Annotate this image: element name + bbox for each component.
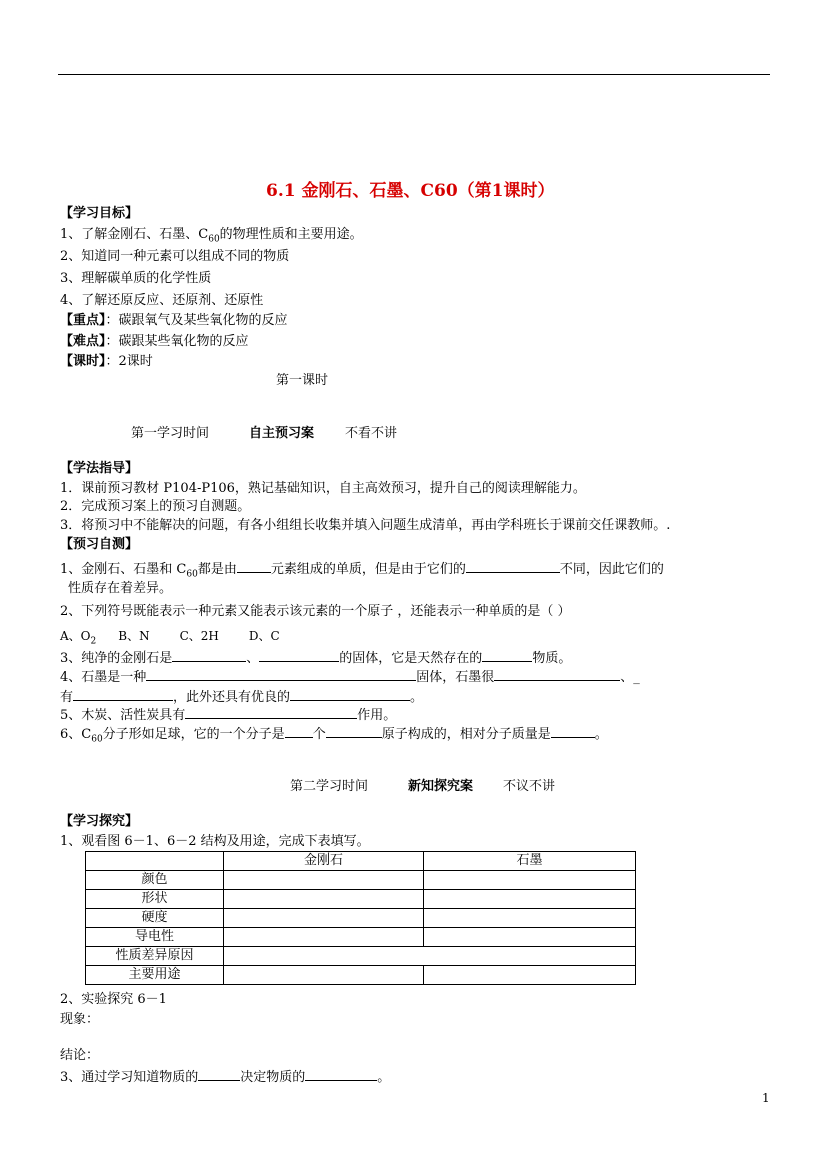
blank[interactable] <box>198 1068 240 1081</box>
blank[interactable] <box>326 725 382 738</box>
explore-question-1: 1、观看图 6－1、6－2 结构及用途，完成下表填写。 <box>60 834 370 849</box>
first-period-note: 不看不讲 <box>345 426 398 441</box>
method-item-2: 2．完成预习案上的预习自测题。 <box>60 499 251 514</box>
properties-table <box>85 851 636 985</box>
blank[interactable] <box>285 725 313 738</box>
blank[interactable] <box>466 560 560 573</box>
table-cell[interactable] <box>224 890 424 909</box>
first-period-label: 第一学习时间 <box>131 426 210 441</box>
objective-1: 1、了解金刚石、石墨、$C_{60}$的物理性质和主要用途。 <box>60 227 363 245</box>
first-period-case: 自主预习案 <box>249 426 315 441</box>
header-rule <box>58 74 770 75</box>
question-4-cont: 有 ，此外还具有优良的 。 <box>60 690 424 705</box>
lesson-one-title: 第一课时 <box>276 373 329 388</box>
table-header-cell <box>86 852 224 871</box>
table-header-cell: 金刚石 <box>224 852 424 871</box>
row-label: 形状 <box>86 890 224 909</box>
explore-question-3: 3、通过学习知道物质的 决定物质的 。 <box>60 1070 391 1085</box>
table-cell[interactable] <box>424 928 636 947</box>
row-label: 性质差异原因 <box>86 947 224 966</box>
table-row <box>86 890 636 909</box>
explore-question-2: 2、实验探究 6－1 <box>60 992 167 1007</box>
self-test-heading: 【预习自测】 <box>60 537 139 552</box>
question-6: 6、$C_{60}$分子形如足球，它的一个分子是 个 原子构成的，相对分子质量是 。 <box>60 727 608 745</box>
table-row <box>86 871 636 890</box>
page-title: 6.1 金刚石、石墨、C60（第1课时） <box>266 181 555 201</box>
blank[interactable] <box>185 706 357 719</box>
question-2: 2、下列符号既能表示一种元素又能表示该元素的一个原子 ，还能表示一种单质的是（ ） <box>60 604 571 619</box>
table-header-row <box>86 852 636 871</box>
objective-2: 2、知道同一种元素可以组成不同的物质 <box>60 249 290 264</box>
table-cell[interactable] <box>224 947 636 966</box>
table-cell[interactable] <box>224 928 424 947</box>
table-cell[interactable] <box>224 909 424 928</box>
question-5: 5、木炭、活性炭具有 作用。 <box>60 708 397 723</box>
blank[interactable] <box>172 649 246 662</box>
question-3: 3、纯净的金刚石是 、 的固体，它是天然存在的 物质。 <box>60 651 572 666</box>
table-cell[interactable] <box>424 890 636 909</box>
method-item-1: 1．课前预习教材 P104-P106，熟记基础知识，自主高效预习，提升自己的阅读理解能力。 <box>60 481 586 496</box>
table-cell[interactable] <box>424 909 636 928</box>
blank[interactable] <box>146 668 416 681</box>
objective-3: 3、理解碳单质的化学性质 <box>60 271 212 286</box>
explore-heading: 【学习探究】 <box>60 814 139 829</box>
objective-4: 4、了解还原反应、还原剂、还原性 <box>60 293 264 308</box>
blank[interactable] <box>551 725 595 738</box>
method-item-3: 3．将预习中不能解决的问题，有各小组组长收集并填入问题生成清单，再由学科班长于课前交任课教师。. <box>60 518 671 533</box>
question-2-options: A、$O_2$ B、N C、2H D、C <box>60 629 280 647</box>
row-label: 硬度 <box>86 909 224 928</box>
lesson-hours: 【课时】：2课时 <box>60 354 153 369</box>
second-period-note: 不议不讲 <box>503 779 556 794</box>
table-cell[interactable] <box>424 871 636 890</box>
objectives-heading: 【学习目标】 <box>60 206 139 221</box>
blank[interactable] <box>290 688 410 701</box>
blank[interactable] <box>73 688 173 701</box>
row-label: 主要用途 <box>86 966 224 985</box>
page-number: 1 <box>762 1091 770 1105</box>
table-cell[interactable] <box>224 966 424 985</box>
blank[interactable] <box>237 560 271 573</box>
table-row <box>86 909 636 928</box>
question-1: 1、金刚石、石墨和 $C_{60}$都是由 元素组成的单质，但是由于它们的 不同，因此它们的 <box>60 562 664 580</box>
blank[interactable] <box>482 649 532 662</box>
table-row <box>86 928 636 947</box>
blank[interactable] <box>259 649 339 662</box>
question-4: 4、石墨是一种 固体，石墨很 、_ <box>60 670 640 685</box>
blank[interactable] <box>494 668 620 681</box>
question-1-cont: 性质存在着差异。 <box>68 581 173 596</box>
row-label: 颜色 <box>86 871 224 890</box>
blank[interactable] <box>305 1068 377 1081</box>
second-period-case: 新知探究案 <box>408 779 474 794</box>
table-row <box>86 947 636 966</box>
table-header-cell: 石墨 <box>424 852 636 871</box>
table-cell[interactable] <box>224 871 424 890</box>
row-label: 导电性 <box>86 928 224 947</box>
difficulty: 【难点】：碳跟某些氧化物的反应 <box>60 334 249 349</box>
table-cell[interactable] <box>424 966 636 985</box>
table-row <box>86 966 636 985</box>
key-point: 【重点】：碳跟氧气及某些氧化物的反应 <box>60 313 288 328</box>
method-heading: 【学法指导】 <box>60 461 139 476</box>
conclusion-label: 结论： <box>60 1048 100 1063</box>
second-period-label: 第二学习时间 <box>290 779 369 794</box>
phenomenon-label: 现象： <box>60 1012 100 1027</box>
